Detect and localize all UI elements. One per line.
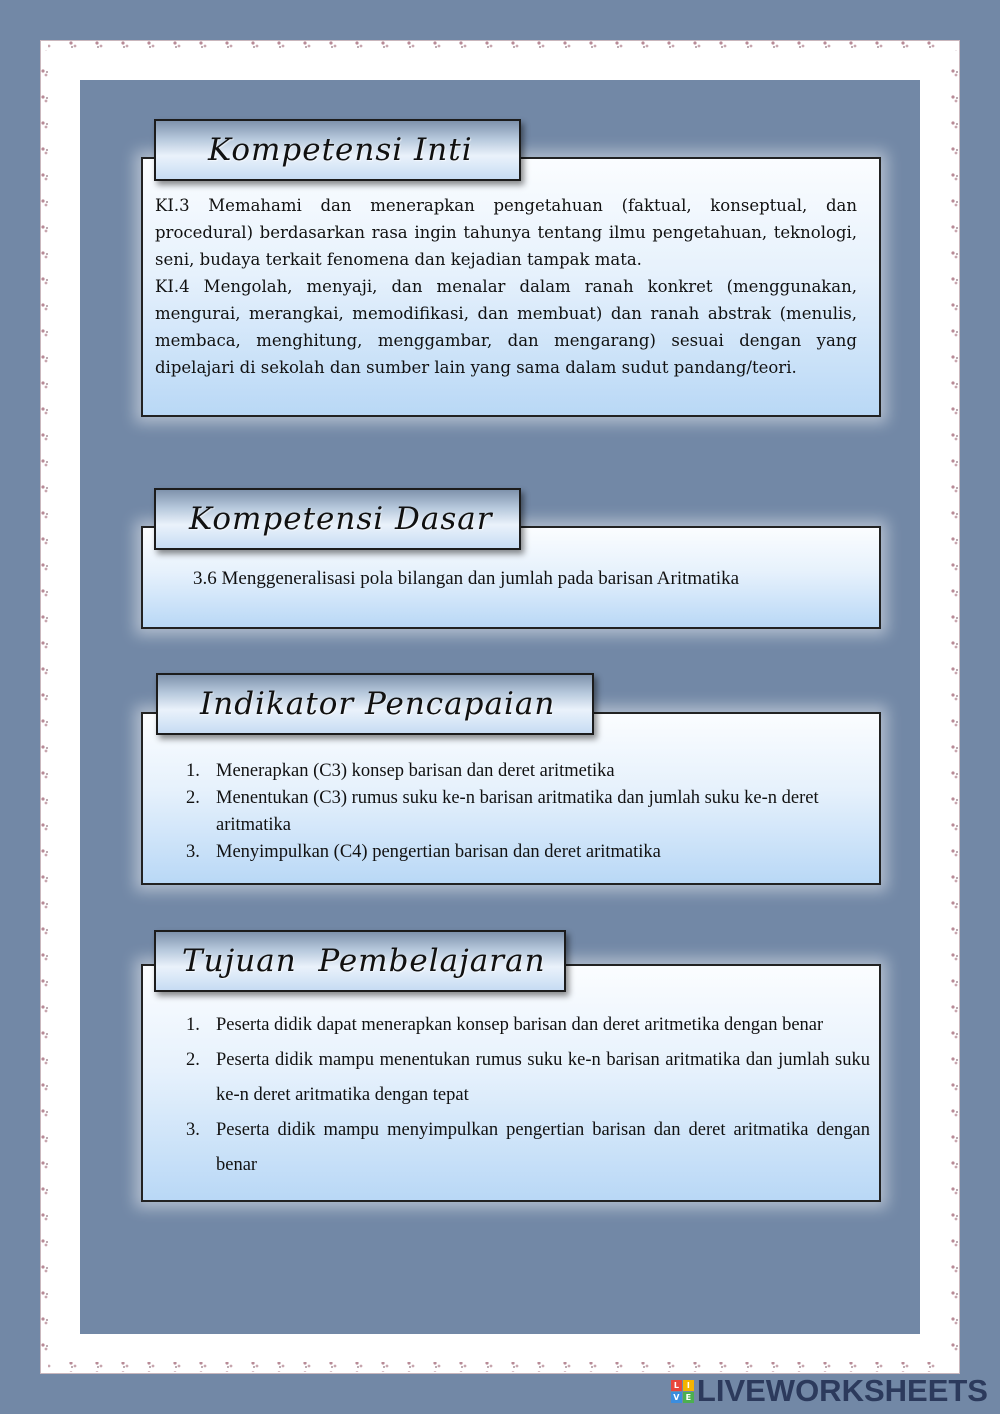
item-number: 2. [186, 788, 200, 808]
liveworksheets-watermark [671, 1373, 988, 1409]
item-number: 1. [186, 1015, 200, 1035]
indikator-title: Indikator Pencapaian [200, 686, 556, 722]
list-item [186, 1008, 870, 1043]
logo-letter: L [671, 1380, 682, 1391]
ki3-paragraph: KI.3 Memahami dan menerapkan pengetahuan (faktual, konseptual, dan procedural) berdasarkan rasa ingin tahunya tentang ilmu pengetahuan, teknologi, seni, budaya terkait fenomena dan kejadian tampak mata. [155, 196, 857, 269]
list-item [186, 1043, 870, 1113]
list-item [186, 1113, 870, 1183]
tujuan-title: Tujuan Pembelajaran [182, 943, 546, 979]
kompetensi-dasar-text: 3.6 Menggeneralisasi pola bilangan dan jumlah pada barisan Aritmatika [193, 568, 740, 589]
item-text: Peserta didik dapat menerapkan konsep barisan dan deret aritmetika dengan benar [216, 1015, 824, 1035]
item-number: 3. [186, 1120, 200, 1140]
logo-letter: V [671, 1392, 682, 1403]
ki4-paragraph: KI.4 Mengolah, menyaji, dan menalar dalam ranah konkret (menggunakan, mengurai, merangkai, memodifikasi, dan membuat) dan ranah abstrak (menulis, membaca, menghitung, menggambar, dan mengarang) sesuai dengan yang dipelajari di sekolah dan sumber lain yang sama dalam sudut pandang/teori. [155, 277, 857, 377]
logo-letter: E [683, 1392, 694, 1403]
indikator-list [186, 758, 871, 866]
list-item [186, 758, 871, 785]
item-text: Menentukan (C3) rumus suku ke-n barisan aritmatika dan jumlah suku ke-n deret aritmatika [216, 788, 819, 835]
kompetensi-inti-title: Kompetensi Inti [208, 132, 473, 168]
item-text: Menyimpulkan (C4) pengertian barisan dan deret aritmatika [216, 842, 661, 862]
item-text: Peserta didik mampu menentukan rumus suku ke-n barisan aritmatika dan jumlah suku ke-n deret aritmatika dengan tepat [216, 1050, 870, 1105]
item-number: 2. [186, 1050, 200, 1070]
logo-letter: I [683, 1380, 694, 1391]
kompetensi-inti-header [154, 119, 521, 181]
list-item [186, 839, 871, 866]
watermark-text: LIVEWORKSHEETS [696, 1373, 988, 1408]
liveworksheets-logo-icon [671, 1380, 694, 1403]
kompetensi-dasar-title: Kompetensi Dasar [189, 501, 493, 537]
item-number: 3. [186, 842, 200, 862]
kompetensi-dasar-header [154, 488, 521, 550]
tujuan-list [186, 1008, 870, 1183]
kompetensi-inti-text [155, 192, 857, 381]
indikator-header [156, 673, 594, 735]
item-text: Menerapkan (C3) konsep barisan dan deret aritmetika [216, 761, 615, 781]
item-number: 1. [186, 761, 200, 781]
tujuan-header [154, 930, 566, 992]
list-item [186, 785, 871, 839]
item-text: Peserta didik mampu menyimpulkan pengertian barisan dan deret aritmatika dengan benar [216, 1120, 870, 1175]
